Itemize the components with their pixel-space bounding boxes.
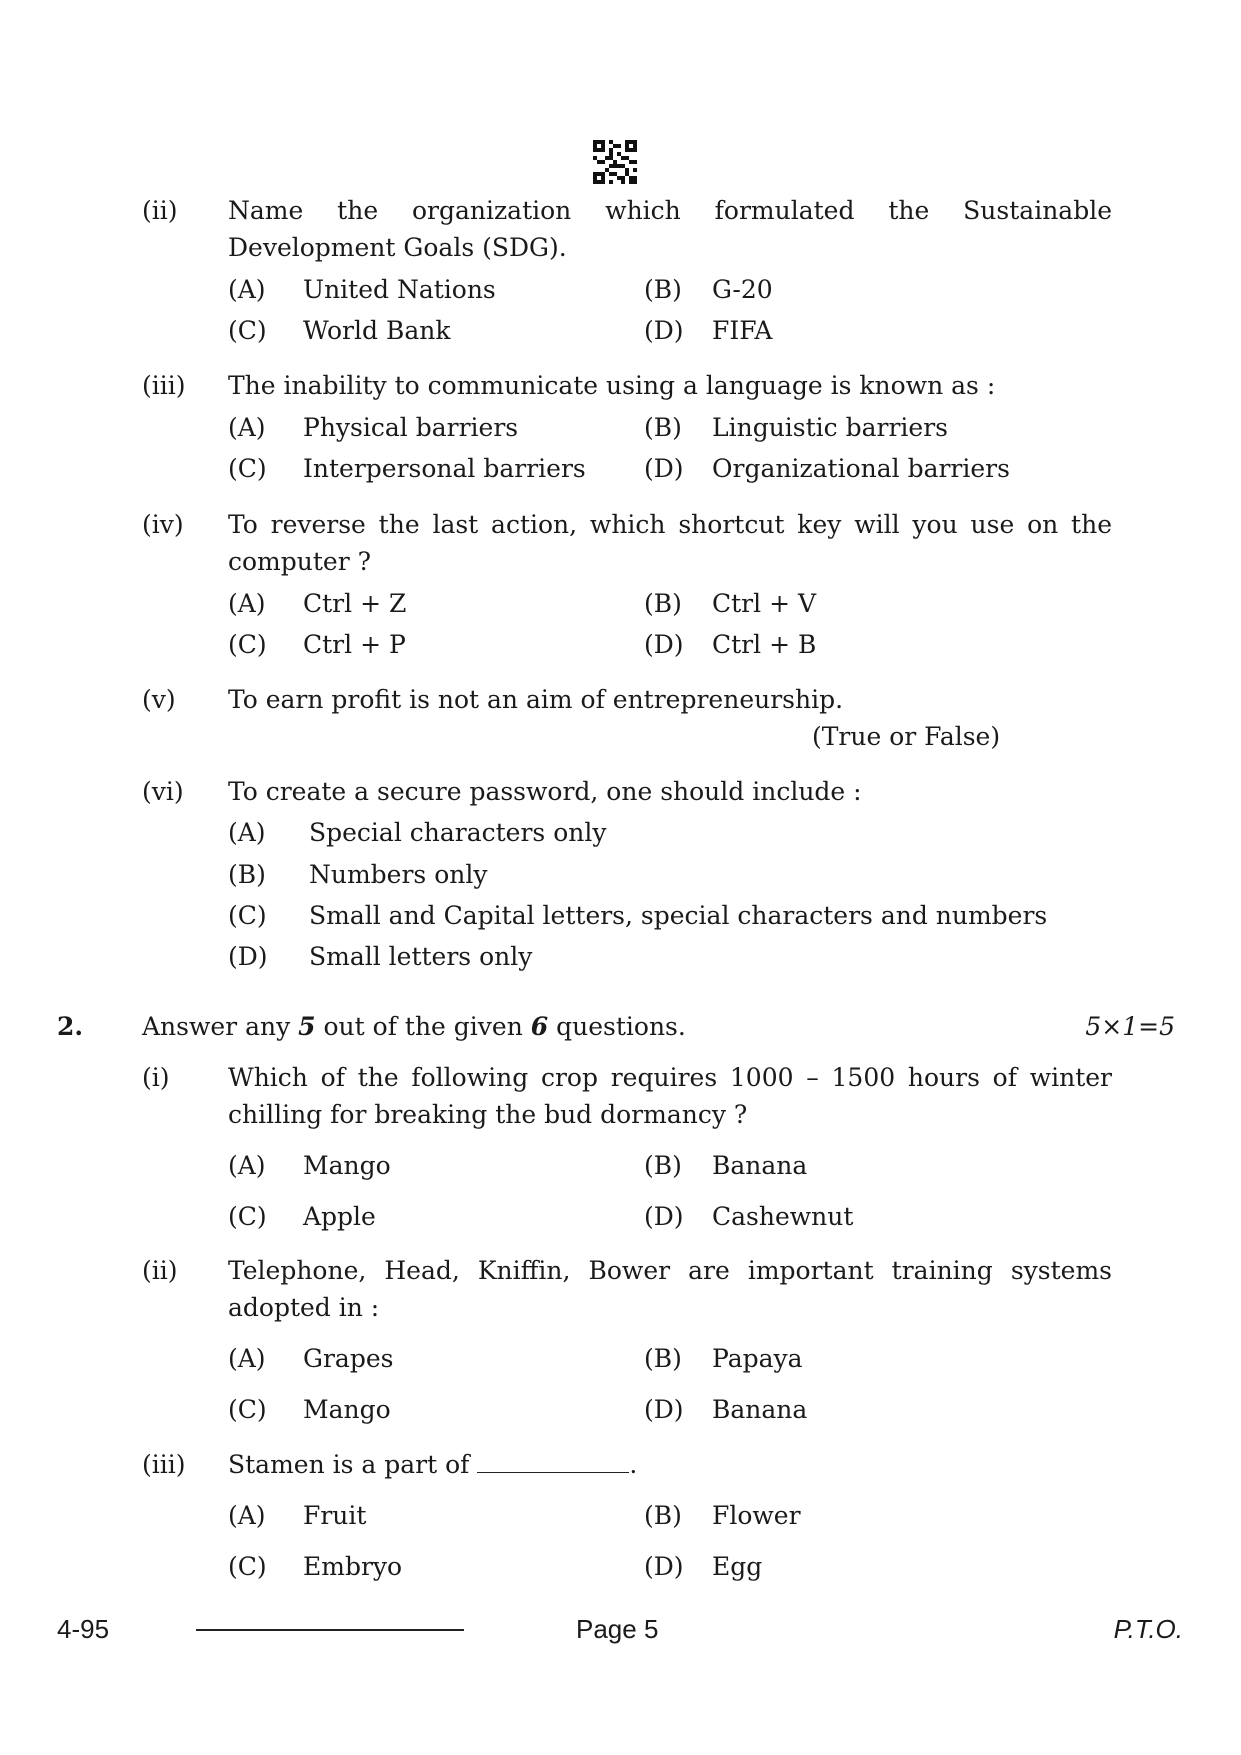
option-text: FIFA (712, 316, 773, 345)
option-letter: (A) (228, 818, 266, 847)
option-text: Interpersonal barriers (303, 454, 586, 483)
option-letter: (C) (228, 630, 267, 659)
option-text: Egg (712, 1552, 763, 1581)
option-letter: (D) (228, 942, 268, 971)
question-text: To reverse the last action, which shortcut key will you use on the (228, 510, 1112, 539)
option-letter: (A) (228, 413, 266, 442)
question-number: (v) (142, 685, 176, 714)
option-text: Organizational barriers (712, 454, 1010, 483)
option-text: World Bank (303, 316, 451, 345)
option-text: Banana (712, 1151, 808, 1180)
question-text: To create a secure password, one should include : (228, 777, 862, 806)
question-number: (iv) (142, 510, 184, 539)
question-number: (iii) (142, 371, 186, 400)
option-text: Numbers only (309, 860, 488, 889)
option-text: Mango (303, 1151, 391, 1180)
option-letter: (D) (644, 316, 684, 345)
option-letter: (B) (644, 1501, 682, 1530)
true-false-note: (True or False) (812, 722, 1001, 751)
page-number: Page 5 (576, 1614, 659, 1644)
option-letter: (A) (228, 1151, 266, 1180)
question-text: Which of the following crop requires 1000 – 1500 hours of winter (228, 1063, 1112, 1092)
question-text: Stamen is a part of . (228, 1450, 638, 1479)
question-number: (ii) (142, 1256, 178, 1285)
option-letter: (C) (228, 901, 267, 930)
question-text-cont: adopted in : (228, 1293, 380, 1322)
option-text: Special characters only (309, 818, 607, 847)
option-text: United Nations (303, 275, 496, 304)
option-text: G-20 (712, 275, 773, 304)
option-letter: (B) (228, 860, 266, 889)
option-text: Mango (303, 1395, 391, 1424)
question-text-cont: Development Goals (SDG). (228, 233, 567, 262)
option-letter: (A) (228, 275, 266, 304)
option-text: Small and Capital letters, special characters and numbers (309, 901, 1048, 930)
question-text-cont: computer ? (228, 547, 372, 576)
option-letter: (D) (644, 630, 684, 659)
option-letter: (A) (228, 1344, 266, 1373)
please-turn-over: P.T.O. (1113, 1614, 1183, 1644)
answer-blank (477, 1450, 629, 1473)
footer-rule (196, 1629, 464, 1631)
option-text: Papaya (712, 1344, 803, 1373)
question-text: Name the organization which formulated the Sustainable (228, 196, 1112, 225)
option-text: Flower (712, 1501, 801, 1530)
option-letter: (A) (228, 1501, 266, 1530)
option-letter: (A) (228, 589, 266, 618)
option-letter: (C) (228, 316, 267, 345)
option-letter: (D) (644, 1552, 684, 1581)
question-number: (ii) (142, 196, 178, 225)
question-2-number: 2. (57, 1012, 84, 1041)
marks-allocation: 5×1=5 (1085, 1012, 1175, 1041)
option-text: Linguistic barriers (712, 413, 948, 442)
option-letter: (D) (644, 1395, 684, 1424)
option-text: Ctrl + V (712, 589, 817, 618)
option-text: Ctrl + B (712, 630, 817, 659)
question-number: (iii) (142, 1450, 186, 1479)
option-letter: (B) (644, 589, 682, 618)
question-number: (vi) (142, 777, 184, 806)
question-2-instruction: Answer any 5 out of the given 6 questions. (142, 1012, 686, 1041)
question-text-cont: chilling for breaking the bud dormancy ? (228, 1100, 748, 1129)
question-text: The inability to communicate using a language is known as : (228, 371, 996, 400)
option-text: Embryo (303, 1552, 403, 1581)
option-letter: (B) (644, 1344, 682, 1373)
option-letter: (C) (228, 1202, 267, 1231)
question-text: Telephone, Head, Kniffin, Bower are important training systems (228, 1256, 1112, 1285)
option-text: Fruit (303, 1501, 367, 1530)
option-letter: (B) (644, 1151, 682, 1180)
option-letter: (C) (228, 454, 267, 483)
option-text: Banana (712, 1395, 808, 1424)
option-letter: (C) (228, 1395, 267, 1424)
option-letter: (D) (644, 1202, 684, 1231)
option-text: Cashewnut (712, 1202, 854, 1231)
question-number: (i) (142, 1063, 170, 1092)
option-text: Apple (303, 1202, 376, 1231)
option-letter: (C) (228, 1552, 267, 1581)
option-text: Small letters only (309, 942, 533, 971)
option-letter: (D) (644, 454, 684, 483)
option-text: Ctrl + P (303, 630, 406, 659)
paper-code: 4-95 (57, 1614, 110, 1644)
option-text: Ctrl + Z (303, 589, 407, 618)
qr-code (593, 140, 637, 184)
option-letter: (B) (644, 413, 682, 442)
option-text: Physical barriers (303, 413, 519, 442)
option-text: Grapes (303, 1344, 394, 1373)
option-letter: (B) (644, 275, 682, 304)
question-text: To earn profit is not an aim of entrepreneurship. (228, 685, 844, 714)
